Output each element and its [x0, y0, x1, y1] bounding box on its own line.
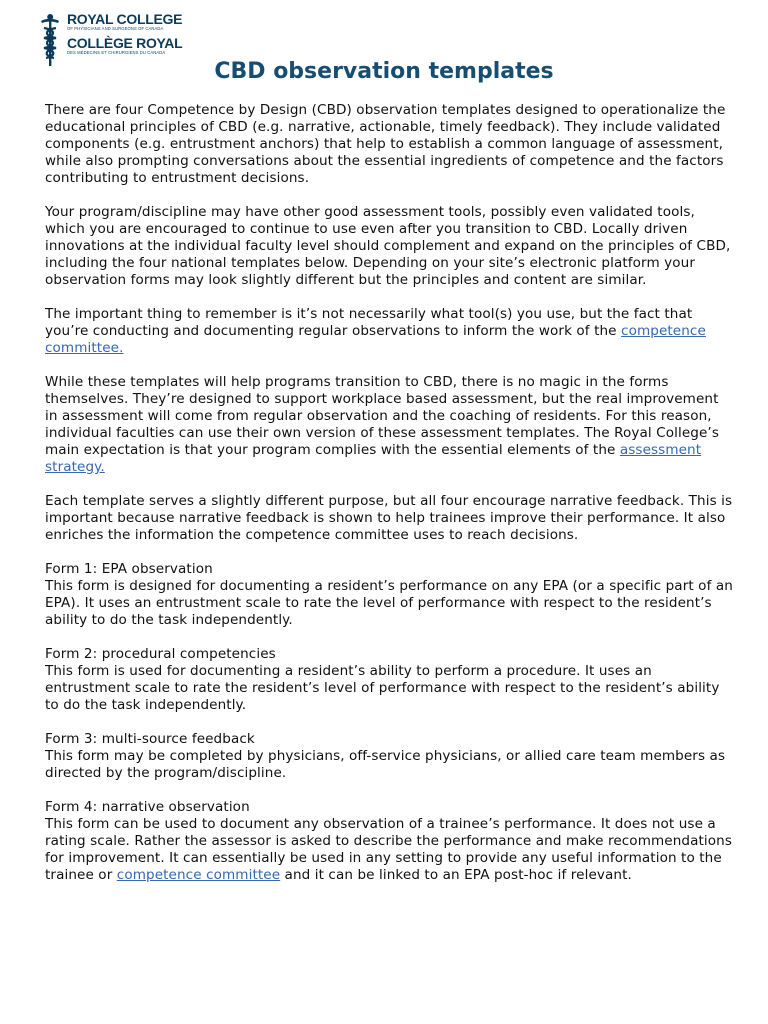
form-2-block	[45, 646, 735, 714]
paragraph-purpose: Each template serves a slightly different purpose, but all four encourage narrative feedback. This is important because narrative feedback is shown to help trainees improve their performance. It also enriches the information the competence committee uses to reach decisions.	[45, 493, 733, 543]
competence-committee-link-2[interactable]: competence committee	[116, 867, 281, 883]
form-2-description: This form is used for documenting a resident’s ability to perform a procedure. It uses an entrustment scale to rate the resident’s level of performance with respect to the resident’s ability to do the task independently.	[45, 663, 720, 713]
form-2-title: Form 2: procedural competencies	[45, 646, 276, 662]
paragraph-important	[45, 306, 735, 357]
paragraph-other-tools: Your program/discipline may have other good assessment tools, possibly even validated tools, which you are encouraged to continue to use even after you transition to CBD. Locally driven innovations at the individual faculty level should complement and expand on the principles of CBD, including the four national templates below. Depending on your site’s electronic platform your observation forms may look slightly different but the principles and content are similar.	[45, 204, 731, 288]
paragraph-intro: There are four Competence by Design (CBD) observation templates designed to operationalize the educational principles of CBD (e.g. narrative, actionable, timely feedback). They include validated components (e.g. entrustment anchors) that help to establish a common language of assessment, while also prompting conversations about the essential ingredients of competence and the factors contributing to entrustment decisions.	[45, 102, 726, 186]
assessment-strategy-link[interactable]: assessment strategy.	[45, 442, 702, 475]
form-3-block	[45, 731, 735, 782]
document-body	[45, 102, 735, 901]
form-3-title: Form 3: multi-source feedback	[45, 731, 255, 747]
form-1-description: This form is designed for documenting a resident’s performance on any EPA (or a specific part of an EPA). It uses an entrustment scale to rate the level of performance with respect to the resident’s ability to do the task independently.	[45, 578, 733, 628]
logo-line-royal-college: ROYAL COLLEGE	[67, 11, 183, 27]
form-1-title: Form 1: EPA observation	[45, 561, 213, 577]
paragraph-no-magic-text: While these templates will help programs transition to CBD, there is no magic in the forms themselves. They’re designed to support workplace based assessment, but the real improvement in assessment will come from regular observation and the coaching of residents. For this reason, individual faculties can use their own version of these assessment templates. The Royal College’s main expectation is that your program complies with the essential elements of the	[45, 374, 719, 458]
page-title: CBD observation templates	[214, 59, 554, 84]
form-4-description-end: and it can be linked to an EPA post-hoc if relevant.	[280, 867, 632, 883]
competence-committee-link[interactable]: competence committee.	[45, 323, 706, 356]
logo-line-college-royal: COLLÈGE ROYAL	[67, 35, 183, 51]
logo-line-medecins: DES MÉDECINS ET CHIRURGIENS DU CANADA	[67, 50, 166, 55]
form-1-block	[45, 561, 735, 629]
form-4-block	[45, 799, 735, 884]
form-4-description-start: This form can be used to document any observation of a trainee’s performance. It does not use a rating scale. Rather the assessor is asked to describe the performance and make recommendations for improvement. It can essentially be used in any setting to provide any useful information to the trainee or	[45, 816, 733, 883]
form-4-title: Form 4: narrative observation	[45, 799, 250, 815]
form-3-description: This form may be completed by physicians, off-service physicians, or allied care team members as directed by the program/discipline.	[45, 748, 726, 781]
logo-line-physicians: OF PHYSICIANS AND SURGEONS OF CANADA	[67, 26, 164, 31]
paragraph-important-text: The important thing to remember is it’s not necessarily what tool(s) you use, but the fact that you’re conducting and documenting regular observations to inform the work of the	[45, 306, 693, 339]
paragraph-no-magic	[45, 374, 735, 476]
logo-text	[67, 12, 182, 56]
